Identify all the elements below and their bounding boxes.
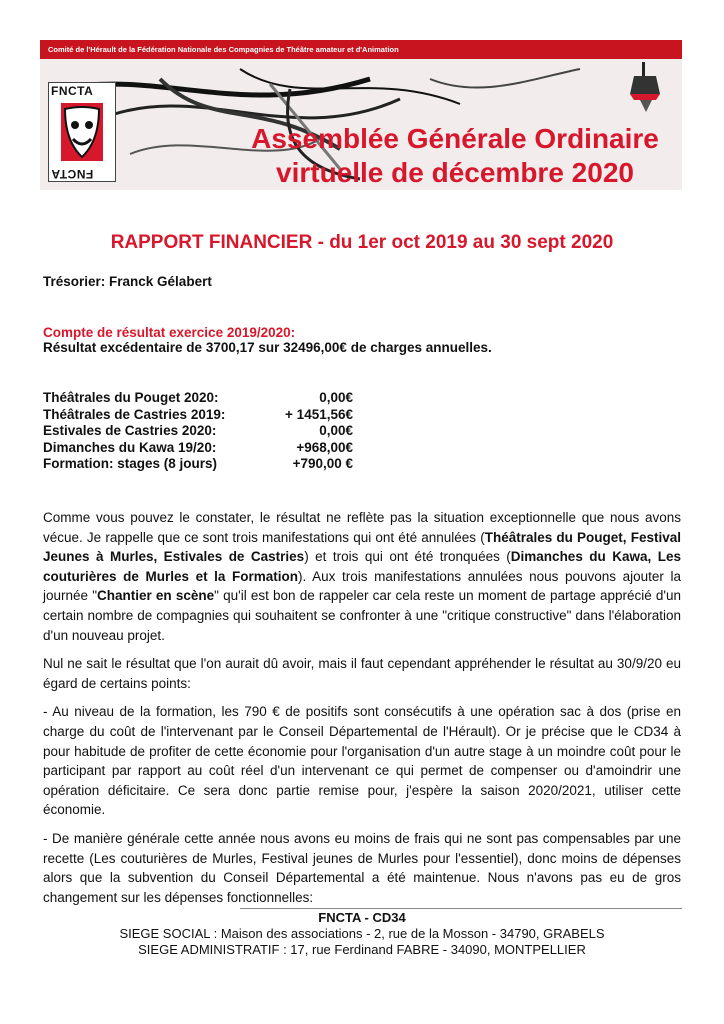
banner-title [230,122,680,190]
paragraph-text: Comme vous pouvez le constater, le résultat ne reflète pas la situation exceptionnelle que nous avons vécue. Je rappelle que ce sont trois manifestations qui ont été annulées ( [43,510,681,545]
result-heading: Compte de résultat exercice 2019/2020: [43,325,296,340]
fncta-logo [48,82,116,182]
paragraph-uncertainty: Nul ne sait le résultat que l'on aurait dû avoir, mais il faut cependant appréhender le résultat au 30/9/20 eu égard de certains points: [43,656,681,691]
paragraph-text: " qu'il est bon de rappeler car cela reste un moment de partage apprécié d'un certain nombre de compagnies qui souhaitent se confronter à une "critique constructive" dans l'élaboration d'un nouveau projet. [43,588,681,643]
cancelled-events: Théâtrales du Pouget, Festival Jeunes à Murles, Estivales de Castries [43,529,681,565]
report-body [43,508,681,916]
shortened-events: Dimanches du Kawa, Les couturières de Murles et la Formation [43,549,681,584]
logo-text-bottom: FNCTA [51,167,94,181]
result-row-value: + 1451,56€ [285,406,353,422]
result-row [43,440,353,457]
footer-divider [240,908,682,909]
result-row-label: Théâtrales de Castries 2019: [43,406,226,422]
result-row-label: Théâtrales du Pouget 2020: [43,390,219,405]
banner-title-line1: Assemblée Générale Ordinaire [251,123,659,154]
result-row [43,390,353,407]
result-row-value: +790,00 € [292,456,353,472]
paragraph-expenses: - De manière générale cette année nous avons eu moins de frais qui ne sont pas compensables par une recette (Les couturières de Murles, Festival jeunes de Murles pour l'essentiel), donc moins de dépenses alors que la subvention du Conseil Départemental a été maintenue. Nous n'avons pas eu de gros changement sur les dépenses fonctionnelles: [43,830,681,905]
paragraph-text: ) et trois qui ont été tronquées ( [304,549,511,565]
result-row-label: Formation: stages (8 jours) [43,456,218,472]
results-table [43,390,353,473]
result-row [43,456,353,473]
paragraph-context [43,508,681,645]
footer-org: FNCTA - CD34 [318,910,406,925]
result-row-value: 0,00€ [319,390,353,405]
theatre-mask-icon [61,103,103,161]
result-row-label: Estivales de Castries 2020: [43,423,217,439]
spotlight-icon [616,60,676,120]
result-row-value: 0,00€ [319,423,353,439]
banner-title-line2: virtuelle de décembre 2020 [276,157,634,188]
paragraph-text: ). Aux trois manifestations annulées nous pouvons ajouter la journée " [43,568,681,604]
treasurer-line: Trésorier: Franck Gélabert [43,274,212,289]
footer-address-social: SIEGE SOCIAL : Maison des associations - 2, rue de la Mosson - 34790, GRABELS [119,926,605,941]
result-summary: Résultat excédentaire de 3700,17 sur 32496,00€ de charges annuelles. [43,340,492,355]
logo-text-top: FNCTA [51,84,94,98]
footer [0,910,724,958]
result-row [43,423,353,440]
report-title: RAPPORT FINANCIER - du 1er oct 2019 au 30 sept 2020 [110,232,614,253]
chantier-en-scene: Chantier en scène [97,588,215,604]
result-row [43,407,353,424]
footer-address-admin: SIEGE ADMINISTRATIF : 17, rue Ferdinand FABRE - 34090, MONTPELLIER [138,942,586,957]
result-row-value: +968,00€ [296,439,353,455]
header-banner [40,40,682,190]
banner-strip-text: Comité de l'Hérault de la Fédération Nationale des Compagnies de Théâtre amateur et d'Animation [40,40,682,59]
result-row-label: Dimanches du Kawa 19/20: [43,439,217,455]
paragraph-formation: - Au niveau de la formation, les 790 € de positifs sont consécutifs à une opération sac à dos (prise en charge du coût de l'intervenant par le Conseil Départemental de l'Hérault). Or je précise que le CD34 à pour habitude de profiter de cette économie pour l'organisation d'un autre stage à un moindre coût pour le participant par rapport au coût réel d'un intervenant ce qui permet de compenser ou d'amoindrir une opération déficitaire. Ce sera donc partie remise pour, j'espère la saison 2020/2021, utiliser cette économie. [43,704,681,818]
